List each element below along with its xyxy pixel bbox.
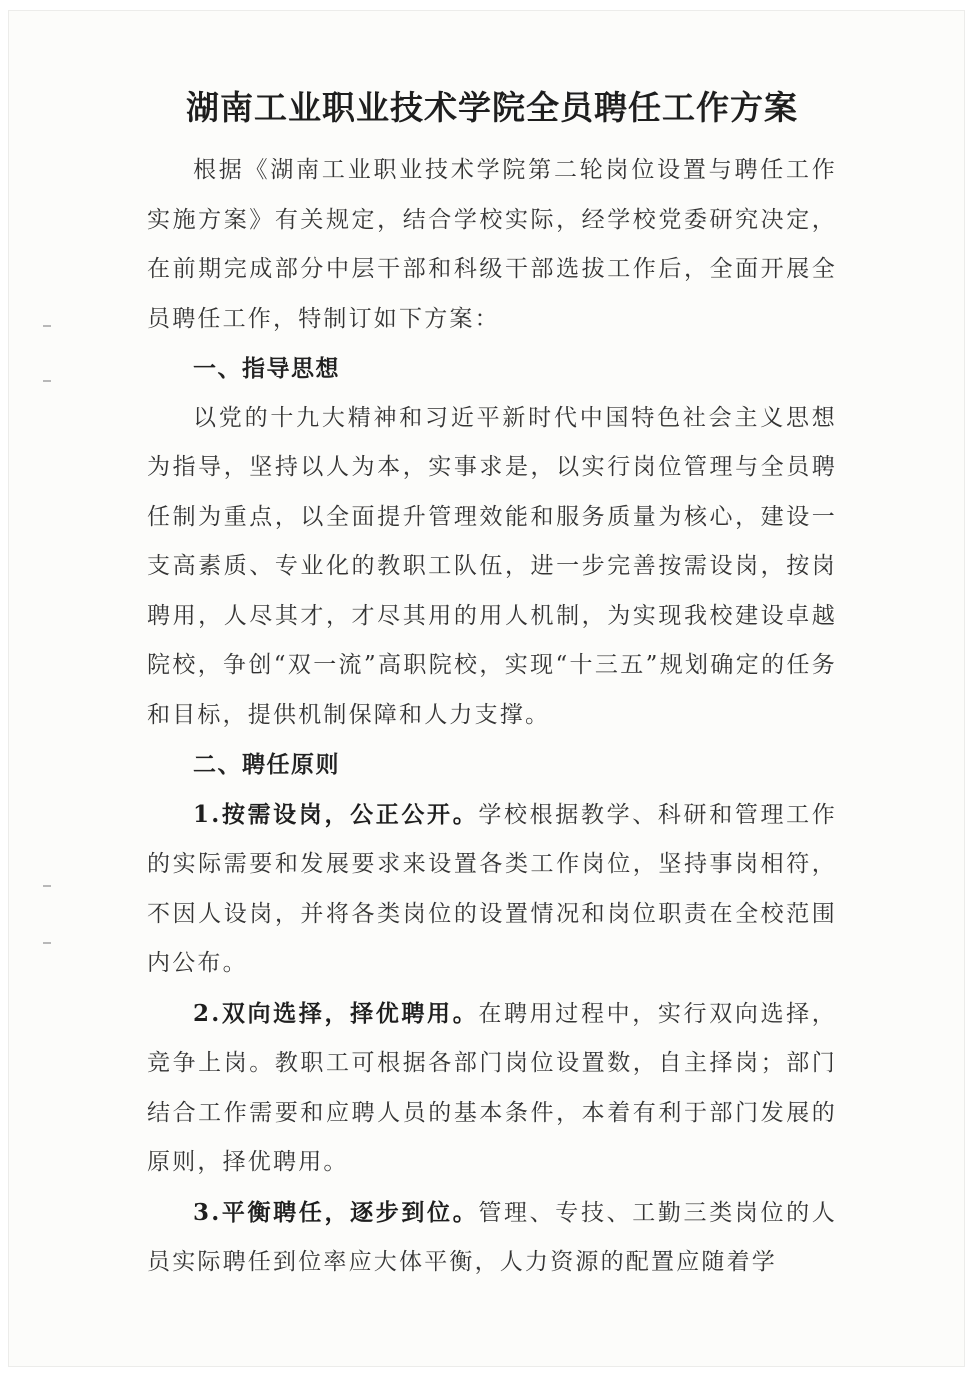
- document-body: [147, 84, 837, 1288]
- principle-paragraph-2: [147, 989, 837, 1188]
- principle-paragraph-1: [147, 790, 837, 989]
- principle-paragraph-3: [147, 1188, 837, 1288]
- principle-lead-1: 1.按需设岗，公正公开。: [193, 800, 479, 828]
- section-heading-guiding-ideology: 一、指导思想: [193, 355, 340, 382]
- scan-margin-mark: [43, 325, 51, 327]
- scan-margin-mark: [43, 380, 51, 382]
- section-heading-principles: 二、聘任原则: [193, 751, 340, 778]
- document-title: 湖南工业职业技术学院全员聘任工作方案: [186, 88, 798, 127]
- principle-text-1: 学校根据教学、科研和管理工作的实际需要和发展要求来设置各类工作岗位，坚持事岗相符，不因人设岗，并将各类岗位的设置情况和岗位职责在全校范围内公布。: [147, 801, 837, 976]
- principle-text-2: 在聘用过程中，实行双向选择，竞争上岗。教职工可根据各部门岗位设置数，自主择岗；部门结合工作需要和应聘人员的基本条件，本着有利于部门发展的原则，择优聘用。: [147, 1000, 837, 1175]
- intro-paragraph: 根据《湖南工业职业技术学院第二轮岗位设置与聘任工作实施方案》有关规定，结合学校实际，经学校党委研究决定，在前期完成部分中层干部和科级干部选拔工作后，全面开展全员聘任工作，特制订如下方案：: [147, 157, 837, 332]
- guiding-ideology-paragraph: 以党的十九大精神和习近平新时代中国特色社会主义思想为指导，坚持以人为本，实事求是，以实行岗位管理与全员聘任制为重点，以全面提升管理效能和服务质量为核心，建设一支高素质、专业化的教职工队伍，进一步完善按需设岗，按岗聘用，人尽其才，才尽其用的用人机制，为实现我校建设卓越院校，争创“双一流”高职院校，实现“十三五”规划确定的任务和目标，提供机制保障和人力支撑。: [147, 404, 837, 728]
- principle-text-3: 管理、专技、工勤三类岗位的人员实际聘任到位率应大体平衡，人力资源的配置应随着学: [147, 1199, 837, 1275]
- scan-margin-mark: [43, 885, 51, 887]
- scan-margin-mark: [43, 942, 51, 944]
- principle-lead-2: 2.双向选择，择优聘用。: [193, 999, 479, 1027]
- principle-lead-3: 3.平衡聘任，逐步到位。: [193, 1198, 479, 1226]
